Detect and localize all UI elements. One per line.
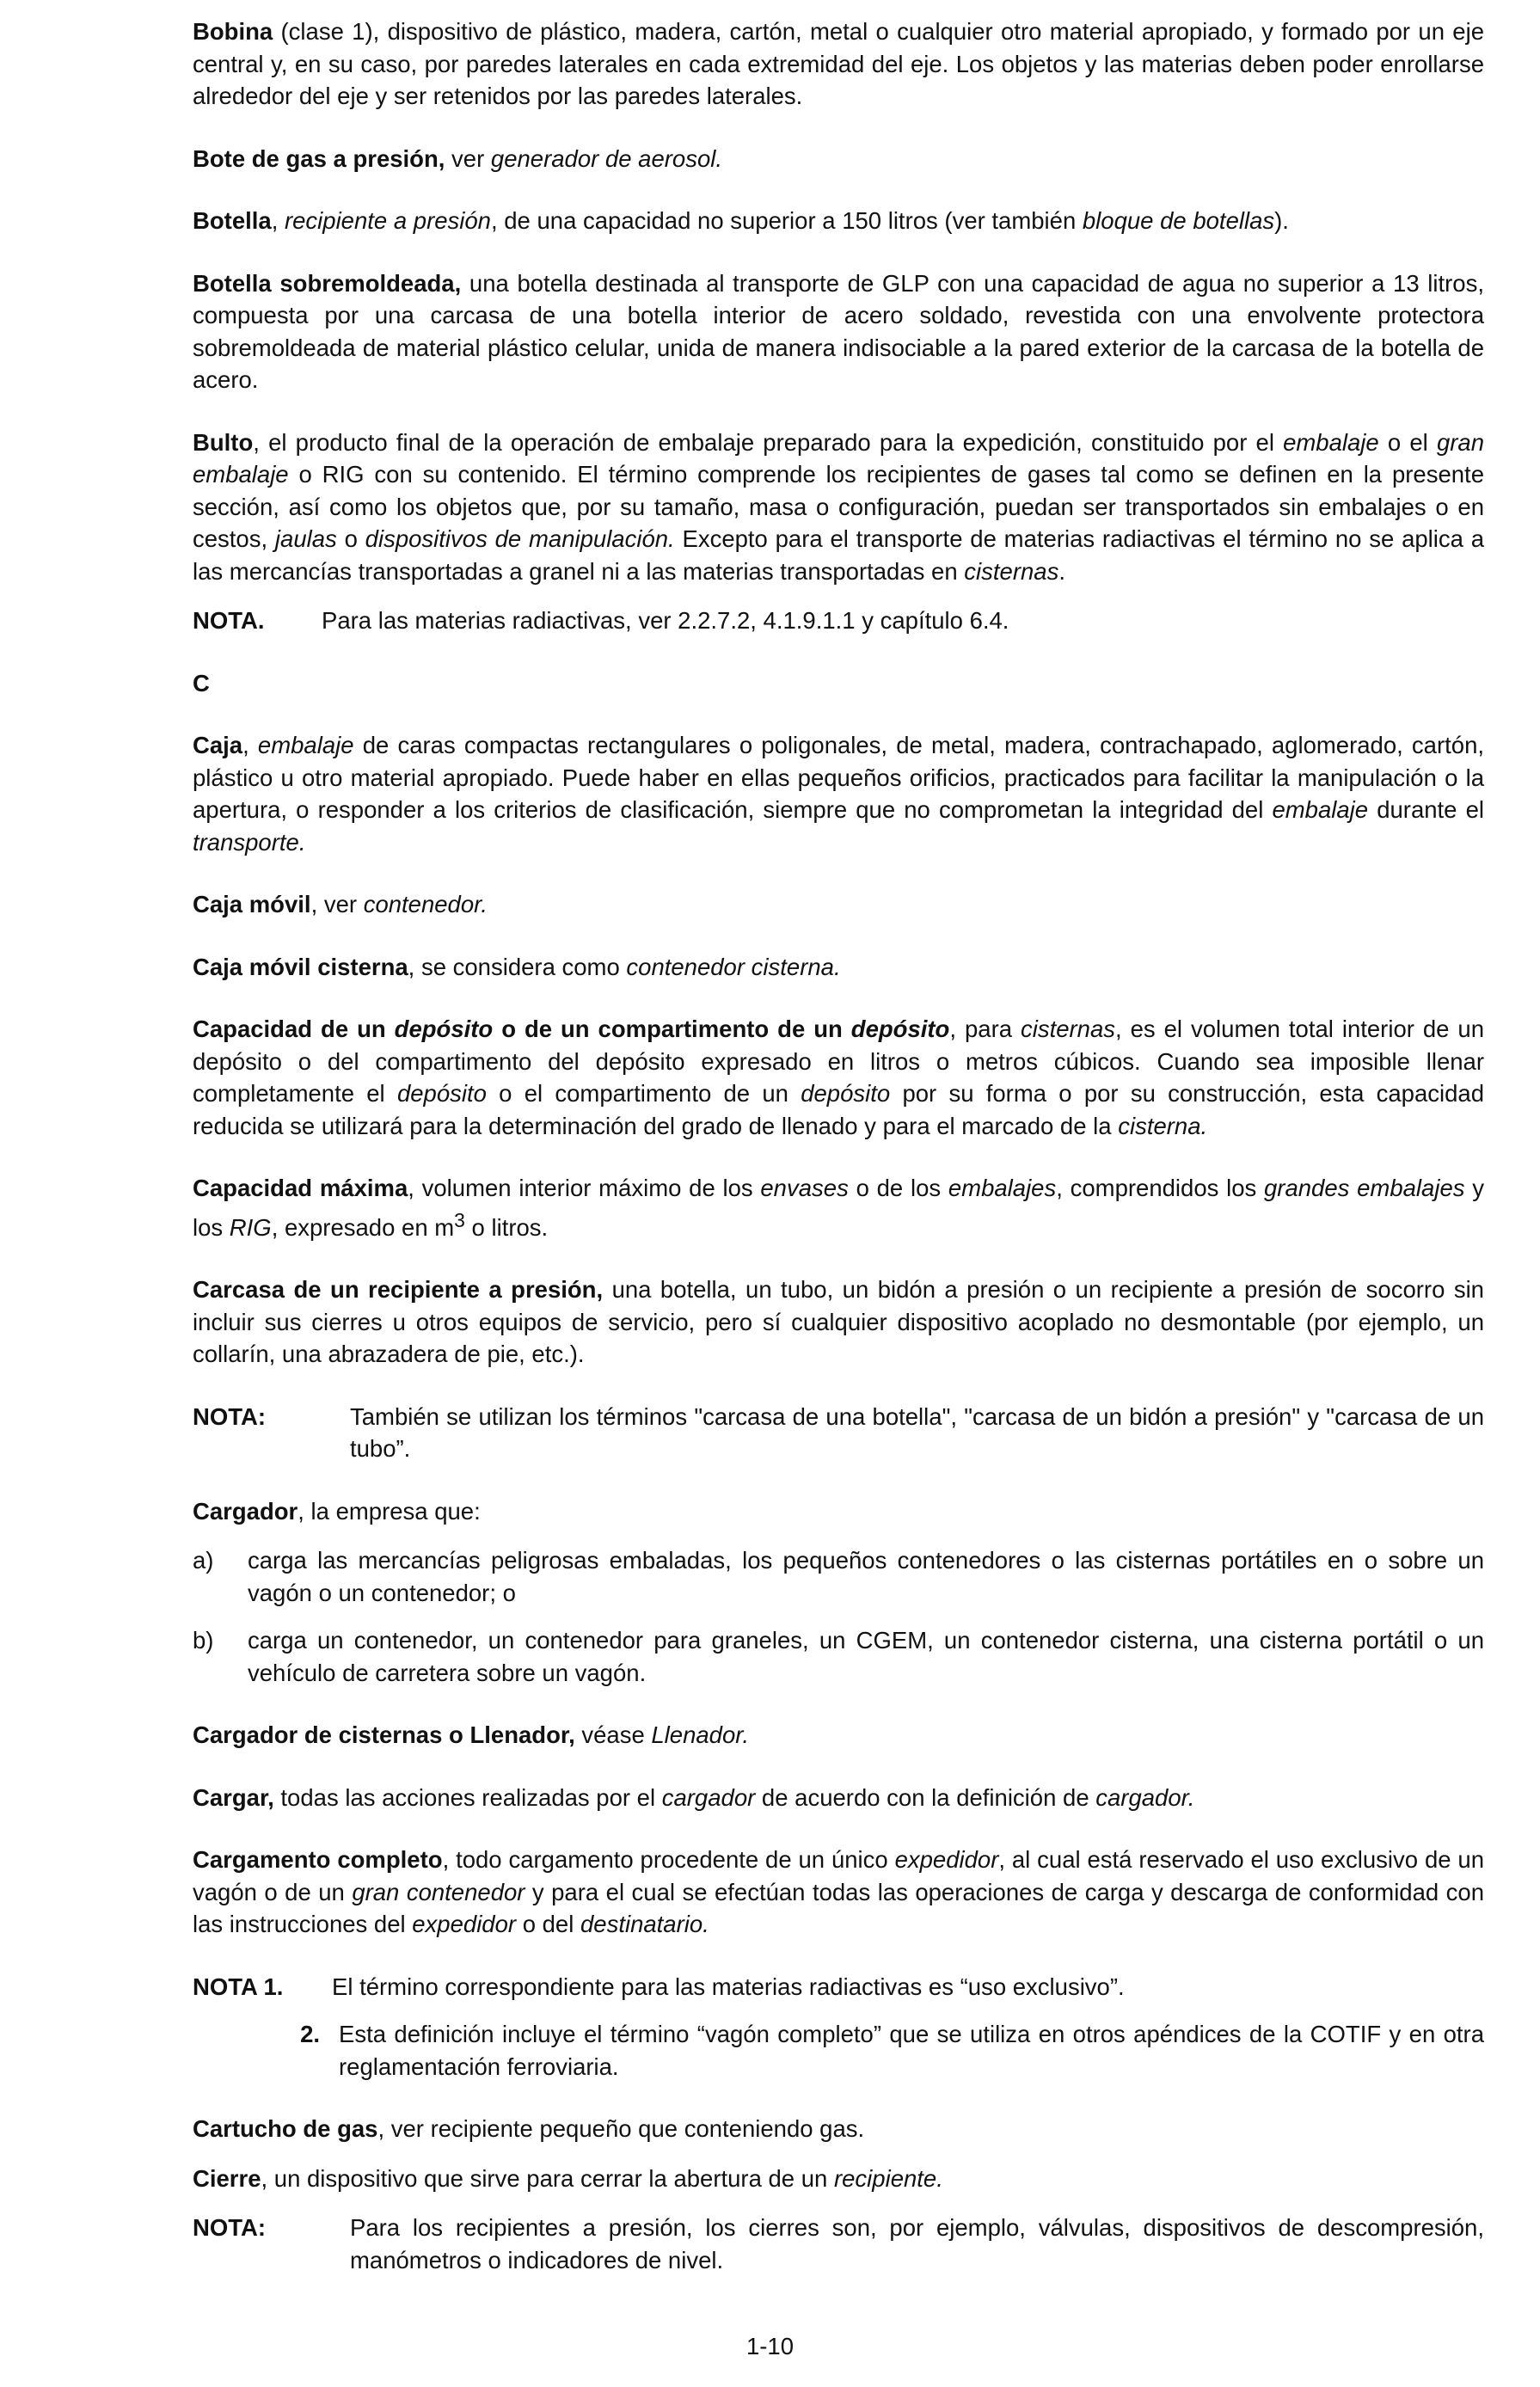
cross-reference: expedidor bbox=[412, 1911, 517, 1938]
entry-botella bbox=[193, 205, 1484, 237]
cross-reference: embalaje bbox=[1283, 428, 1379, 456]
entry-cargador bbox=[193, 1495, 1484, 1528]
entry-caja bbox=[193, 729, 1484, 858]
cross-reference: depósito bbox=[801, 1080, 891, 1107]
cross-reference: grandes embalajes bbox=[1264, 1175, 1465, 1201]
note-row bbox=[193, 2018, 1484, 2083]
cross-reference: cisternas bbox=[1020, 1016, 1116, 1042]
cross-reference: cisterna. bbox=[1118, 1112, 1208, 1139]
definition-text: o de los bbox=[848, 1175, 948, 1201]
cross-reference: Llenador. bbox=[651, 1721, 750, 1749]
definition-text: , comprendidos los bbox=[1056, 1175, 1265, 1201]
notes-cargamento bbox=[193, 1971, 1484, 2083]
definition-text: ver bbox=[445, 144, 491, 172]
note-label: NOTA: bbox=[193, 2214, 267, 2242]
term-cargador: Cargador bbox=[193, 1497, 298, 1525]
definition-text: , la empresa que: bbox=[298, 1497, 481, 1525]
list-item-text: carga las mercancías peligrosas embaladas, los pequeños contenedores o las cisternas portátiles en o sobre un vagón o un contenedor; o bbox=[248, 1547, 1484, 1606]
cross-reference: recipiente. bbox=[833, 2164, 943, 2192]
term-cargamento-completo: Cargamento completo bbox=[193, 1846, 443, 1874]
term-caja-movil-cisterna: Caja móvil cisterna bbox=[193, 953, 408, 980]
entry-bulto bbox=[193, 426, 1484, 588]
definition-text: o RIG con su contenido. El término comprende los recipientes de gases tal como se definen en la presente sección, así como los objetos que, por su tamaño, masa o configuración, puedan ser transportados sin embalajes o en cestos, bbox=[193, 461, 1484, 552]
definition-text: . bbox=[1058, 557, 1065, 585]
definition-text: , al cual está reservado el uso exclusivo de un vagón o de un bbox=[193, 1846, 1484, 1905]
cross-reference: embalaje bbox=[1272, 796, 1369, 823]
definition-text: , para bbox=[949, 1016, 1021, 1042]
entry-bote-gas bbox=[193, 143, 1484, 175]
definition-text: ). bbox=[1274, 207, 1289, 234]
entry-cartucho-gas bbox=[193, 2113, 1484, 2145]
list-item-label: a) bbox=[193, 1547, 214, 1574]
definition-text: , se considera como bbox=[408, 953, 627, 980]
entry-capacidad-maxima bbox=[193, 1172, 1484, 1243]
entry-cierre bbox=[193, 2163, 1484, 2195]
term-caja-movil: Caja móvil bbox=[193, 891, 311, 917]
cross-reference: generador de aerosol. bbox=[490, 144, 722, 172]
entry-bobina bbox=[193, 15, 1484, 113]
definition-text: , expresado en m bbox=[271, 1213, 455, 1241]
term-capacidad-maxima: Capacidad máxima bbox=[193, 1175, 408, 1201]
note-text: Esta definición incluye el término “vagón completo” que se utiliza en otros apéndices de la COTIF y en otra reglamentación ferroviaria. bbox=[339, 2021, 1484, 2080]
list-item-label: b) bbox=[193, 1627, 214, 1654]
section-letter: C bbox=[193, 669, 210, 696]
term-cargador-cisternas: Cargador de cisternas o Llenador, bbox=[193, 1721, 575, 1749]
cross-reference: bloque de botellas bbox=[1082, 207, 1275, 234]
cross-reference: destinatario. bbox=[580, 1911, 709, 1938]
definition-text: , todo cargamento procedente de un único bbox=[442, 1846, 895, 1874]
cross-reference: dispositivos de manipulación. bbox=[365, 525, 675, 552]
note-label: NOTA 1. bbox=[193, 1973, 284, 2000]
note-carcasa bbox=[193, 1401, 1484, 1465]
definition-text: , volumen interior máximo de los bbox=[408, 1175, 761, 1201]
cross-reference: recipiente a presión bbox=[284, 207, 491, 234]
definition-text: (clase 1), dispositivo de plástico, madera, cartón, metal o cualquier otro material apropiado, y formado por un eje central y, en su caso, por paredes laterales en cada extremidad del eje. Los objetos y las materias deben poder enrollarse alrededor del eje y ser retenidos por las paredes laterales. bbox=[193, 18, 1484, 109]
definition-text: de caras compactas rectangulares o poligonales, de metal, madera, contrachapado, aglomerado, cartón, plástico u otro material apropiado. Puede haber en ellas pequeños orificios, practicados para facilitar la manipulación o la apertura, o responder a los criterios de clasificación, siempre que no comprometan la integridad del bbox=[193, 732, 1485, 823]
cross-reference: gran embalaje bbox=[193, 428, 1484, 488]
entry-cargar bbox=[193, 1782, 1484, 1814]
note-cierre bbox=[193, 2212, 1484, 2276]
note-label: NOTA: bbox=[193, 1402, 267, 1430]
definition-text: , ver bbox=[310, 891, 364, 917]
cross-reference: transporte. bbox=[193, 828, 306, 856]
term-botella: Botella bbox=[193, 207, 272, 234]
list-item bbox=[193, 1544, 1484, 1609]
term-cartucho-gas: Cartucho de gas bbox=[193, 2115, 378, 2143]
definition-text: Excepto para el transporte de materias radiactivas el término no se aplica a las mercancías transportadas a granel ni a las materias transportadas en bbox=[193, 525, 1485, 585]
term-bote-gas: Bote de gas a presión, bbox=[193, 144, 445, 172]
note-row bbox=[193, 1971, 1484, 2003]
term-carcasa: Carcasa de un recipiente a presión, bbox=[193, 1276, 604, 1304]
cross-reference: envases bbox=[760, 1175, 849, 1201]
cross-reference: depósito bbox=[396, 1080, 487, 1107]
term-botella-sobremoldeada: Botella sobremoldeada, bbox=[193, 269, 462, 297]
definition-text: , de una capacidad no superior a 150 litros (ver también bbox=[490, 207, 1083, 234]
note-text: El término correspondiente para las materias radiactivas es “uso exclusivo”. bbox=[332, 1973, 1125, 2000]
definition-text: y los bbox=[193, 1175, 1484, 1241]
entry-carcasa bbox=[193, 1273, 1484, 1371]
entry-caja-movil bbox=[193, 888, 1484, 921]
cross-reference: embalaje bbox=[257, 732, 354, 758]
cross-reference: jaulas bbox=[274, 525, 337, 552]
definition-text: , bbox=[242, 732, 258, 758]
cross-reference: cargador bbox=[661, 1783, 756, 1811]
cross-reference: gran contenedor bbox=[352, 1878, 525, 1905]
definition-text: de acuerdo con la definición de bbox=[755, 1783, 1096, 1811]
definition-text: o el bbox=[1378, 428, 1437, 456]
definition-text: o litros. bbox=[464, 1213, 549, 1241]
term-capacidad-deposito: Capacidad de un depósito o de un compartimento de un depósito bbox=[193, 1016, 950, 1042]
definition-text: , un dispositivo que sirve para cerrar la abertura de un bbox=[261, 2164, 834, 2192]
definition-text: , es el volumen total interior de un depósito o del compartimento del depósito expresado en litros o metros cúbicos. Cuando sea imposible llenar completamente el bbox=[193, 1016, 1484, 1107]
note-bulto bbox=[193, 604, 1484, 637]
definition-text: una botella destinada al transporte de GLP con una capacidad de agua no superior a 13 litros, compuesta por una carcasa de una botella interior de acero soldado, revestida con una envolvente protectora sobremoldeada de material plástico celular, unida de manera indisociable a la pared exterior de la carcasa de la botella de acero. bbox=[193, 269, 1484, 393]
definition-text: o del bbox=[516, 1911, 580, 1938]
superscript: 3 bbox=[454, 1208, 465, 1231]
note-number: 2. bbox=[300, 2021, 320, 2048]
term-caja: Caja bbox=[193, 732, 243, 758]
definition-text: , bbox=[271, 207, 285, 234]
note-text: También se utilizan los términos "carcasa de una botella", "carcasa de un bidón a presión" y "carcasa de un tubo”. bbox=[350, 1402, 1484, 1463]
note-text: Para las materias radiactivas, ver 2.2.7.2, 4.1.9.1.1 y capítulo 6.4. bbox=[322, 607, 1009, 634]
cross-reference: expedidor bbox=[894, 1846, 999, 1874]
entry-cargamento-completo bbox=[193, 1844, 1484, 1941]
page-number: 1-10 bbox=[745, 2333, 795, 2359]
definition-text: y para el cual se efectúan todas las operaciones de carga y descarga de conformidad con las instrucciones del bbox=[193, 1878, 1484, 1938]
definition-text: véase bbox=[574, 1721, 652, 1749]
cross-reference: contenedor. bbox=[363, 891, 488, 917]
term-cargar: Cargar, bbox=[193, 1783, 274, 1811]
definition-text: durante el bbox=[1368, 796, 1484, 823]
term-bobina: Bobina bbox=[193, 18, 273, 45]
note-text: Para los recipientes a presión, los cierres son, por ejemplo, válvulas, dispositivos de descompresión, manómetros o indicadores de nivel. bbox=[350, 2214, 1484, 2273]
entry-caja-movil-cisterna bbox=[193, 951, 1484, 984]
cross-reference: cisternas bbox=[964, 557, 1059, 585]
note-label: NOTA. bbox=[193, 607, 265, 634]
cross-reference: embalajes bbox=[948, 1175, 1057, 1201]
cross-reference: contenedor cisterna. bbox=[626, 953, 841, 980]
definition-text: por su forma o por su construcción, esta capacidad reducida se utilizará para la determinación del grado de llenado y para el marcado de la bbox=[193, 1080, 1485, 1139]
entry-capacidad-deposito bbox=[193, 1013, 1484, 1142]
list-item bbox=[193, 1624, 1484, 1689]
definition-text: una botella, un tubo, un bidón a presión o un recipiente a presión de socorro sin incluir sus cierres u otros equipos de servicio, pero sí cualquier dispositivo acoplado no desmontable (por ejemplo, un collarín, una abrazadera de pie, etc.). bbox=[193, 1276, 1484, 1368]
definition-text: , el producto final de la operación de embalaje preparado para la expedición, constituido por el bbox=[253, 428, 1284, 456]
glossary-content bbox=[193, 15, 1484, 2306]
term-cierre: Cierre bbox=[193, 2164, 261, 2192]
entry-botella-sobremoldeada bbox=[193, 267, 1484, 396]
list-item-text: carga un contenedor, un contenedor para graneles, un CGEM, un contenedor cisterna, una cisterna portátil o un vehículo de carretera sobre un vagón. bbox=[248, 1627, 1484, 1686]
entry-cargador-cisternas bbox=[193, 1719, 1484, 1752]
cross-reference: cargador. bbox=[1095, 1783, 1195, 1811]
definition-text: o el compartimento de un bbox=[486, 1080, 801, 1107]
definition-text: , ver recipiente pequeño que conteniendo gas. bbox=[377, 2115, 865, 2143]
definition-text: o bbox=[336, 525, 365, 552]
term-bulto: Bulto bbox=[193, 428, 254, 456]
definition-text: todas las acciones realizadas por el bbox=[273, 1783, 662, 1811]
cross-reference: RIG bbox=[229, 1213, 272, 1241]
